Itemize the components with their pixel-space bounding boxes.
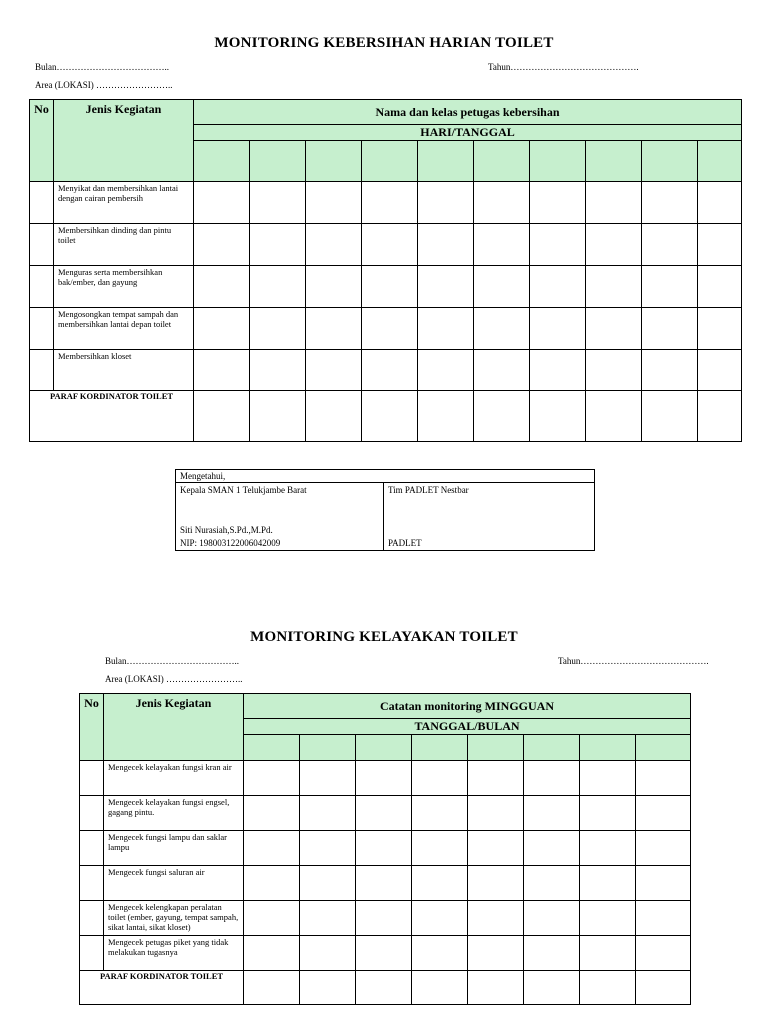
check-cell[interactable] <box>306 182 362 224</box>
check-cell[interactable] <box>524 901 580 936</box>
check-cell[interactable] <box>642 182 698 224</box>
row-number-cell[interactable] <box>80 936 104 971</box>
date-header-cell[interactable] <box>362 141 418 182</box>
check-cell[interactable] <box>362 266 418 308</box>
header-weekly-notes: Catatan monitoring MINGGUAN <box>244 694 691 719</box>
paraf-cell[interactable] <box>418 391 474 442</box>
tahun-field-2: Tahun……………………………………. <box>558 656 709 666</box>
check-cell[interactable] <box>524 831 580 866</box>
date-header-cell[interactable] <box>530 141 586 182</box>
check-cell[interactable] <box>468 901 524 936</box>
check-cell[interactable] <box>250 182 306 224</box>
check-cell[interactable] <box>530 350 586 391</box>
check-cell[interactable] <box>698 182 742 224</box>
check-cell[interactable] <box>244 796 300 831</box>
check-cell[interactable] <box>530 308 586 350</box>
check-cell[interactable] <box>642 350 698 391</box>
check-cell[interactable] <box>418 308 474 350</box>
page-title-kebersihan: MONITORING KEBERSIHAN HARIAN TOILET <box>214 35 554 51</box>
check-cell[interactable] <box>636 866 691 901</box>
check-cell[interactable] <box>300 901 356 936</box>
check-cell[interactable] <box>636 796 691 831</box>
check-cell[interactable] <box>586 350 642 391</box>
check-cell[interactable] <box>418 182 474 224</box>
check-cell[interactable] <box>194 308 250 350</box>
activity-cell: Menyikat dan membersihkan lantai dengan cairan pembersih <box>54 182 194 224</box>
date-header-cell[interactable] <box>642 141 698 182</box>
check-cell[interactable] <box>244 761 300 796</box>
date-header-cell[interactable] <box>250 141 306 182</box>
paraf-cell[interactable] <box>468 971 524 1005</box>
weekly-feasibility-table <box>79 693 691 1005</box>
activity-cell: Mengecek fungsi saluran air <box>104 866 244 901</box>
check-cell[interactable] <box>250 266 306 308</box>
activity-cell: Menguras serta membersihkan bak/ember, dan gayung <box>54 266 194 308</box>
area-field-2: Area (LOKASI) …………………….. <box>105 674 243 684</box>
paraf-cell[interactable] <box>530 391 586 442</box>
paraf-cell[interactable] <box>642 391 698 442</box>
date-header-cell[interactable] <box>356 735 412 761</box>
paraf-cell[interactable] <box>250 391 306 442</box>
check-cell[interactable] <box>636 831 691 866</box>
check-cell[interactable] <box>306 224 362 266</box>
table-row <box>30 350 742 391</box>
date-header-cell[interactable] <box>244 735 300 761</box>
check-cell[interactable] <box>524 866 580 901</box>
paraf-row <box>30 391 742 442</box>
activity-cell: Mengecek kelayakan fungsi kran air <box>104 761 244 796</box>
team-role: Tim PADLET Nestbar <box>388 485 469 495</box>
activity-cell: Mengosongkan tempat sampah dan membersihkan lantai depan toilet <box>54 308 194 350</box>
check-cell[interactable] <box>356 936 412 971</box>
table-row <box>80 866 691 901</box>
paraf-cell[interactable] <box>698 391 742 442</box>
date-header-cell[interactable] <box>524 735 580 761</box>
check-cell[interactable] <box>244 901 300 936</box>
paraf-label: PARAF KORDINATOR TOILET <box>30 391 194 442</box>
table-row <box>30 308 742 350</box>
row-number-cell[interactable] <box>80 831 104 866</box>
table-row <box>80 796 691 831</box>
paraf-label: PARAF KORDINATOR TOILET <box>80 971 244 1005</box>
check-cell[interactable] <box>418 266 474 308</box>
paraf-cell[interactable] <box>244 971 300 1005</box>
signature-block <box>175 469 595 551</box>
check-cell[interactable] <box>418 350 474 391</box>
row-number-cell[interactable] <box>80 866 104 901</box>
check-cell[interactable] <box>636 936 691 971</box>
table-row <box>30 266 742 308</box>
date-header-cell[interactable] <box>586 141 642 182</box>
check-cell[interactable] <box>530 224 586 266</box>
table-row <box>30 224 742 266</box>
check-cell[interactable] <box>306 308 362 350</box>
check-cell[interactable] <box>356 796 412 831</box>
header-day-date: HARI/TANGGAL <box>194 125 742 141</box>
paraf-cell[interactable] <box>412 971 468 1005</box>
check-cell[interactable] <box>356 866 412 901</box>
check-cell[interactable] <box>250 308 306 350</box>
bulan-field-2: Bulan……………………………….. <box>105 656 239 666</box>
paraf-cell[interactable] <box>580 971 636 1005</box>
check-cell[interactable] <box>586 308 642 350</box>
column-no-header-2: No <box>80 694 104 761</box>
check-cell[interactable] <box>244 936 300 971</box>
check-cell[interactable] <box>468 796 524 831</box>
check-cell[interactable] <box>642 266 698 308</box>
row-number-cell[interactable] <box>30 350 54 391</box>
check-cell[interactable] <box>586 266 642 308</box>
check-cell[interactable] <box>412 901 468 936</box>
paraf-cell[interactable] <box>636 971 691 1005</box>
paraf-cell[interactable] <box>194 391 250 442</box>
principal-role: Kepala SMAN 1 Telukjambe Barat <box>180 485 307 495</box>
date-header-cell[interactable] <box>418 141 474 182</box>
check-cell[interactable] <box>524 796 580 831</box>
row-number-cell[interactable] <box>80 796 104 831</box>
header-officer-names: Nama dan kelas petugas kebersihan <box>194 100 742 125</box>
check-cell[interactable] <box>580 761 636 796</box>
check-cell[interactable] <box>362 308 418 350</box>
paraf-cell[interactable] <box>586 391 642 442</box>
table-row <box>80 761 691 796</box>
principal-nip: NIP: 198003122006042009 <box>180 538 281 548</box>
check-cell[interactable] <box>362 350 418 391</box>
row-number-cell[interactable] <box>80 901 104 936</box>
date-header-cell[interactable] <box>468 735 524 761</box>
check-cell[interactable] <box>412 761 468 796</box>
activity-cell: Mengecek petugas piket yang tidak melakukan tugasnya <box>104 936 244 971</box>
check-cell[interactable] <box>194 224 250 266</box>
check-cell[interactable] <box>474 224 530 266</box>
row-number-cell[interactable] <box>30 308 54 350</box>
date-header-cell[interactable] <box>698 141 742 182</box>
check-cell[interactable] <box>356 831 412 866</box>
date-header-cell[interactable] <box>194 141 250 182</box>
check-cell[interactable] <box>244 831 300 866</box>
check-cell[interactable] <box>412 866 468 901</box>
check-cell[interactable] <box>300 831 356 866</box>
check-cell[interactable] <box>468 831 524 866</box>
column-no-header: No <box>30 100 54 182</box>
activity-cell: Mengecek fungsi lampu dan saklar lampu <box>104 831 244 866</box>
daily-cleaning-table <box>29 99 742 442</box>
check-cell[interactable] <box>194 350 250 391</box>
date-header-cell[interactable] <box>636 735 691 761</box>
paraf-row <box>80 971 691 1005</box>
check-cell[interactable] <box>474 308 530 350</box>
check-cell[interactable] <box>362 224 418 266</box>
check-cell[interactable] <box>530 266 586 308</box>
check-cell[interactable] <box>244 866 300 901</box>
check-cell[interactable] <box>356 901 412 936</box>
table-row <box>80 831 691 866</box>
check-cell[interactable] <box>468 761 524 796</box>
check-cell[interactable] <box>306 350 362 391</box>
check-cell[interactable] <box>698 224 742 266</box>
paraf-cell[interactable] <box>474 391 530 442</box>
principal-name: Siti Nurasiah,S.Pd.,M.Pd. <box>180 525 273 535</box>
check-cell[interactable] <box>698 266 742 308</box>
check-cell[interactable] <box>474 350 530 391</box>
header-date-month: TANGGAL/BULAN <box>244 719 691 735</box>
principal-signature-cell <box>176 483 384 551</box>
check-cell[interactable] <box>306 266 362 308</box>
row-number-cell[interactable] <box>80 761 104 796</box>
row-number-cell[interactable] <box>30 182 54 224</box>
check-cell[interactable] <box>194 266 250 308</box>
paraf-cell[interactable] <box>362 391 418 442</box>
bulan-field: Bulan……………………………….. <box>35 62 169 72</box>
page-title-kelayakan: MONITORING KELAYAKAN TOILET <box>250 629 518 645</box>
check-cell[interactable] <box>418 224 474 266</box>
check-cell[interactable] <box>524 761 580 796</box>
activity-cell: Mengecek kelengkapan peralatan toilet (ember, gayung, tempat sampah, sikat lantai, sikat kloset) <box>104 901 244 936</box>
table-row <box>80 901 691 936</box>
check-cell[interactable] <box>642 224 698 266</box>
date-header-cell[interactable] <box>300 735 356 761</box>
check-cell[interactable] <box>580 936 636 971</box>
team-name: PADLET <box>388 538 422 548</box>
column-activity-header: Jenis Kegiatan <box>54 100 194 182</box>
check-cell[interactable] <box>524 936 580 971</box>
table-row <box>30 182 742 224</box>
date-header-cell[interactable] <box>580 735 636 761</box>
check-cell[interactable] <box>642 308 698 350</box>
team-signature-cell <box>384 483 595 551</box>
paraf-cell[interactable] <box>306 391 362 442</box>
check-cell[interactable] <box>636 901 691 936</box>
check-cell[interactable] <box>530 182 586 224</box>
row-number-cell[interactable] <box>30 224 54 266</box>
mengetahui-label: Mengetahui, <box>176 470 595 483</box>
check-cell[interactable] <box>412 831 468 866</box>
area-field: Area (LOKASI) …………………….. <box>35 80 173 90</box>
check-cell[interactable] <box>586 182 642 224</box>
row-number-cell[interactable] <box>30 266 54 308</box>
check-cell[interactable] <box>356 761 412 796</box>
paraf-cell[interactable] <box>524 971 580 1005</box>
check-cell[interactable] <box>300 936 356 971</box>
check-cell[interactable] <box>468 936 524 971</box>
check-cell[interactable] <box>300 796 356 831</box>
paraf-cell[interactable] <box>356 971 412 1005</box>
check-cell[interactable] <box>580 901 636 936</box>
check-cell[interactable] <box>580 831 636 866</box>
check-cell[interactable] <box>362 182 418 224</box>
check-cell[interactable] <box>636 761 691 796</box>
check-cell[interactable] <box>300 761 356 796</box>
date-header-cell[interactable] <box>306 141 362 182</box>
date-header-cell[interactable] <box>412 735 468 761</box>
check-cell[interactable] <box>474 182 530 224</box>
check-cell[interactable] <box>580 796 636 831</box>
check-cell[interactable] <box>250 224 306 266</box>
paraf-cell[interactable] <box>300 971 356 1005</box>
table-row <box>80 936 691 971</box>
check-cell[interactable] <box>586 224 642 266</box>
check-cell[interactable] <box>300 866 356 901</box>
date-header-cell[interactable] <box>474 141 530 182</box>
check-cell[interactable] <box>580 866 636 901</box>
check-cell[interactable] <box>468 866 524 901</box>
check-cell[interactable] <box>412 796 468 831</box>
check-cell[interactable] <box>412 936 468 971</box>
column-activity-header-2: Jenis Kegiatan <box>104 694 244 761</box>
check-cell[interactable] <box>474 266 530 308</box>
tahun-field: Tahun……………………………………. <box>488 62 639 72</box>
check-cell[interactable] <box>698 308 742 350</box>
activity-cell: Mengecek kelayakan fungsi engsel, gagang pintu. <box>104 796 244 831</box>
activity-cell: Membersihkan kloset <box>54 350 194 391</box>
check-cell[interactable] <box>250 350 306 391</box>
check-cell[interactable] <box>698 350 742 391</box>
activity-cell: Membersihkan dinding dan pintu toilet <box>54 224 194 266</box>
check-cell[interactable] <box>194 182 250 224</box>
